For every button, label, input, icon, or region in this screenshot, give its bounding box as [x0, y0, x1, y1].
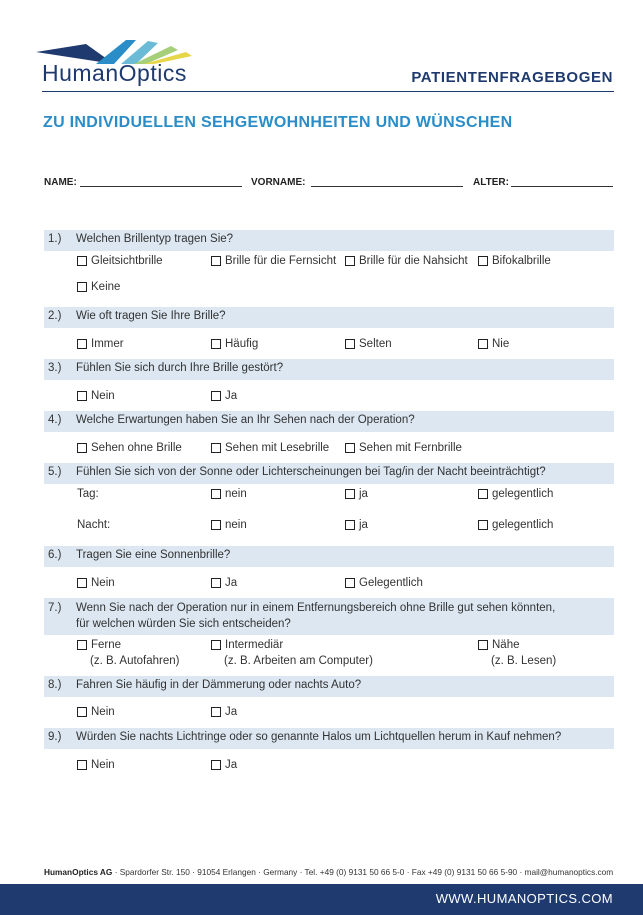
- name-label: NAME:: [44, 177, 77, 188]
- option-nacht-gelegentlich[interactable]: gelegentlich: [478, 519, 553, 531]
- question-number: 4.): [48, 414, 62, 426]
- option-nein[interactable]: Nein: [77, 706, 115, 718]
- option-tag-nein[interactable]: nein: [211, 488, 247, 500]
- option-intermediaer-hint: (z. B. Arbeiten am Computer): [224, 655, 373, 667]
- checkbox[interactable]: [77, 578, 87, 588]
- option-keine[interactable]: Keine: [77, 281, 120, 293]
- option-ferne-hint: (z. B. Autofahren): [90, 655, 180, 667]
- question-number: 3.): [48, 362, 62, 374]
- checkbox[interactable]: [478, 640, 488, 650]
- logo-text: HumanOptics: [42, 60, 187, 86]
- question-text: Fahren Sie häufig in der Dämmerung oder nachts Auto?: [76, 679, 362, 691]
- checkbox[interactable]: [345, 520, 355, 530]
- footer-company: HumanOptics AG: [44, 867, 113, 877]
- question-text: Welche Erwartungen haben Sie an Ihr Sehen nach der Operation?: [76, 414, 415, 426]
- option-sehen-mit-fernbrille[interactable]: Sehen mit Fernbrille: [345, 442, 462, 454]
- footer-address: [44, 867, 613, 877]
- checkbox[interactable]: [211, 640, 221, 650]
- document-title: PATIENTENFRAGEBOGEN: [411, 69, 613, 86]
- option-brille-fernsicht[interactable]: Brille für die Fernsicht: [211, 255, 336, 267]
- option-selten[interactable]: Selten: [345, 338, 392, 350]
- checkbox[interactable]: [345, 489, 355, 499]
- checkbox[interactable]: [478, 256, 488, 266]
- option-nein[interactable]: Nein: [77, 390, 115, 402]
- question-text: Fühlen Sie sich durch Ihre Brille gestört?: [76, 362, 284, 374]
- option-intermediaer[interactable]: Intermediär: [211, 639, 283, 651]
- alter-label: ALTER:: [473, 177, 509, 188]
- option-nacht-nein[interactable]: nein: [211, 519, 247, 531]
- option-sehen-mit-lesebrille[interactable]: Sehen mit Lesebrille: [211, 442, 329, 454]
- option-gleitsichtbrille[interactable]: Gleitsichtbrille: [77, 255, 163, 267]
- option-nie[interactable]: Nie: [478, 338, 509, 350]
- checkbox[interactable]: [211, 578, 221, 588]
- option-naehe[interactable]: Nähe: [478, 639, 520, 651]
- name-field[interactable]: [80, 186, 242, 187]
- question-number: 2.): [48, 310, 62, 322]
- document-subtitle: ZU INDIVIDUELLEN SEHGEWOHNHEITEN UND WÜNSCHEN: [43, 114, 513, 131]
- checkbox[interactable]: [211, 760, 221, 770]
- checkbox[interactable]: [211, 707, 221, 717]
- checkbox[interactable]: [211, 339, 221, 349]
- option-immer[interactable]: Immer: [77, 338, 124, 350]
- question-number: 6.): [48, 549, 62, 561]
- checkbox[interactable]: [77, 760, 87, 770]
- checkbox[interactable]: [211, 489, 221, 499]
- footer-url[interactable]: WWW.HUMANOPTICS.COM: [435, 891, 613, 906]
- footer-address-text: · Spardorfer Str. 150 · 91054 Erlangen · Germany · Tel. +49 (0) 9131 50 66 5-0 · Fax +49 (0) 9131 50 66 5-90 · mail@humanoptics.com: [112, 867, 614, 877]
- checkbox[interactable]: [478, 339, 488, 349]
- option-gelegentlich[interactable]: Gelegentlich: [345, 577, 423, 589]
- option-ja[interactable]: Ja: [211, 706, 237, 718]
- checkbox[interactable]: [345, 443, 355, 453]
- question-number: 7.): [48, 602, 62, 614]
- option-tag-gelegentlich[interactable]: gelegentlich: [478, 488, 553, 500]
- question-text: Würden Sie nachts Lichtringe oder so genannte Halos um Lichtquellen herum in Kauf nehmen?: [76, 731, 562, 743]
- question-text: Welchen Brillentyp tragen Sie?: [76, 233, 234, 245]
- row-label-tag: Tag:: [77, 488, 99, 500]
- question-text: Wie oft tragen Sie Ihre Brille?: [76, 310, 226, 322]
- question-number: 1.): [48, 233, 62, 245]
- question-number: 8.): [48, 679, 62, 691]
- question-text: Tragen Sie eine Sonnenbrille?: [76, 549, 231, 561]
- checkbox[interactable]: [77, 391, 87, 401]
- option-tag-ja[interactable]: ja: [345, 488, 368, 500]
- alter-field[interactable]: [511, 186, 613, 187]
- question-number: 5.): [48, 466, 62, 478]
- option-sehen-ohne-brille[interactable]: Sehen ohne Brille: [77, 442, 182, 454]
- question-text: Fühlen Sie sich von der Sonne oder Lichterscheinungen bei Tag/in der Nacht beeinträchtigt?: [76, 466, 546, 478]
- option-ja[interactable]: Ja: [211, 390, 237, 402]
- checkbox[interactable]: [345, 256, 355, 266]
- option-ja[interactable]: Ja: [211, 577, 237, 589]
- checkbox[interactable]: [345, 578, 355, 588]
- option-nein[interactable]: Nein: [77, 759, 115, 771]
- option-nacht-ja[interactable]: ja: [345, 519, 368, 531]
- checkbox[interactable]: [77, 640, 87, 650]
- checkbox[interactable]: [211, 443, 221, 453]
- option-brille-nahsicht[interactable]: Brille für die Nahsicht: [345, 255, 468, 267]
- option-ja[interactable]: Ja: [211, 759, 237, 771]
- question-text-line2: für welchen würden Sie sich entscheiden?: [76, 618, 291, 630]
- checkbox[interactable]: [478, 520, 488, 530]
- checkbox[interactable]: [77, 282, 87, 292]
- vorname-field[interactable]: [311, 186, 463, 187]
- checkbox[interactable]: [77, 707, 87, 717]
- checkbox[interactable]: [211, 520, 221, 530]
- question-text-line1: Wenn Sie nach der Operation nur in einem Entfernungsbereich ohne Brille gut sehen könnten,: [76, 602, 556, 614]
- option-nein[interactable]: Nein: [77, 577, 115, 589]
- vorname-label: VORNAME:: [251, 177, 306, 188]
- option-ferne[interactable]: Ferne: [77, 639, 121, 651]
- checkbox[interactable]: [77, 256, 87, 266]
- checkbox[interactable]: [77, 443, 87, 453]
- checkbox[interactable]: [478, 489, 488, 499]
- question-number: 9.): [48, 731, 62, 743]
- option-bifokalbrille[interactable]: Bifokalbrille: [478, 255, 551, 267]
- checkbox[interactable]: [211, 391, 221, 401]
- row-label-nacht: Nacht:: [77, 519, 111, 531]
- option-naehe-hint: (z. B. Lesen): [491, 655, 557, 667]
- header-divider: [42, 91, 614, 92]
- option-haeufig[interactable]: Häufig: [211, 338, 258, 350]
- checkbox[interactable]: [345, 339, 355, 349]
- checkbox[interactable]: [77, 339, 87, 349]
- checkbox[interactable]: [211, 256, 221, 266]
